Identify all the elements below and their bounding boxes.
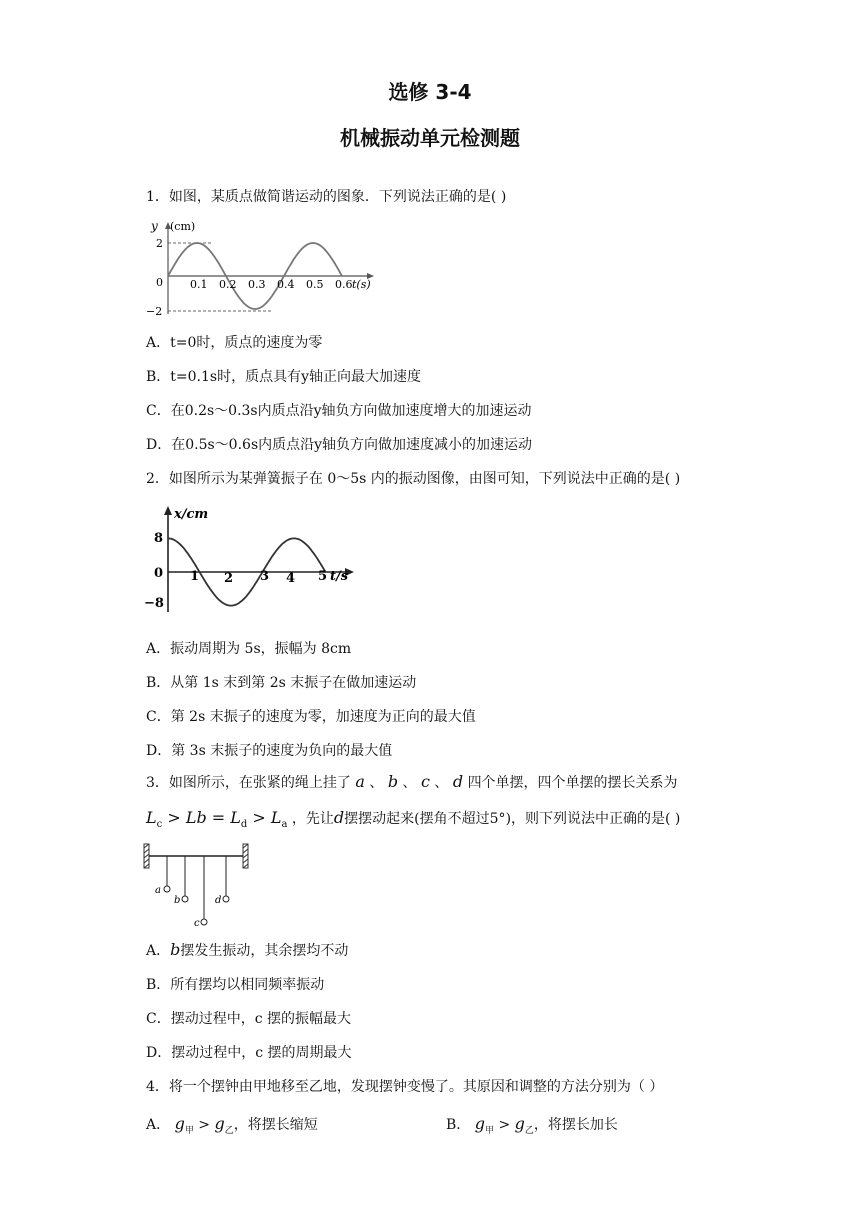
q4-option-a-text: ，将摆长缩短 xyxy=(233,1117,318,1133)
q3-stem-line1 xyxy=(146,772,678,792)
q2-t-axis-label: t/s xyxy=(330,569,349,584)
q1-option-b: B．t=0.1s时，质点具有y轴正向最大加速度 xyxy=(146,369,422,385)
q3-sep-2: 、 xyxy=(402,775,417,791)
q4-option-a-g1: g xyxy=(174,1114,185,1133)
q1-graph xyxy=(142,214,382,320)
q2-option-c: C．第 2s 末振子的速度为零，加速度为正向的最大值 xyxy=(146,709,476,725)
q3-fig-label-b: b xyxy=(174,895,181,906)
q3-option-a-var: b xyxy=(170,940,181,959)
page-title: 选修 3-4 xyxy=(388,80,472,104)
q3-var-c: c xyxy=(420,772,430,791)
q3-option-a-prefix: A． xyxy=(146,943,171,959)
page-subtitle: 机械振动单元检测题 xyxy=(340,126,520,150)
q3-stem-part1: 3．如图所示，在张紧的绳上挂了 xyxy=(146,775,351,791)
q3-rel-Lc: L xyxy=(146,808,157,827)
q1-y-tick-2: 2 xyxy=(156,237,163,250)
q3-var-b: b xyxy=(387,772,399,791)
q3-angle: 5° xyxy=(489,811,506,827)
q2-option-d: D．第 3s 末振子的速度为负向的最大值 xyxy=(146,743,393,759)
q2-stem: 2．如图所示为某弹簧振子在 0～5s 内的振动图像，由图可知，下列说法中正确的是( ) xyxy=(146,471,681,487)
q4-option-a-sub1: 甲 xyxy=(184,1125,194,1136)
q1-t-tick-1: 0.1 xyxy=(190,278,208,291)
q4-option-a xyxy=(146,1114,318,1136)
q2-t-tick-2: 2 xyxy=(224,571,234,586)
q3-rel-La: L xyxy=(270,808,282,827)
q4-option-b-text: ，将摆长加长 xyxy=(533,1117,618,1133)
q3-rel-La-sub: a xyxy=(281,818,288,830)
q4-stem: 4．将一个摆钟由甲地移至乙地，发现摆钟变慢了。其原因和调整的方法分别为（ ） xyxy=(146,1079,664,1095)
q1-y-tick-0: 0 xyxy=(156,276,163,289)
q2-t-tick-3: 3 xyxy=(260,569,270,584)
q3-rel-gt2: > xyxy=(247,808,271,827)
q4-option-a-cmp: > xyxy=(193,1117,215,1133)
q3-var-d: d xyxy=(452,772,464,791)
q2-graph xyxy=(142,500,367,618)
q3-fig-label-c: c xyxy=(194,918,200,929)
q4-option-a-g2: g xyxy=(214,1114,225,1133)
q3-option-a xyxy=(146,940,348,960)
q1-y-unit-label: (cm) xyxy=(170,220,196,233)
q4-option-b-sub1: 甲 xyxy=(485,1125,495,1136)
q1-option-a: A．t=0时，质点的速度为零 xyxy=(146,335,323,351)
q3-stem-part5: )，则下列说法中正确的是( ) xyxy=(505,811,681,827)
q4-option-b-sub2: 乙 xyxy=(524,1125,534,1136)
q3-option-d: D．摆动过程中，c 摆的周期最大 xyxy=(146,1045,352,1061)
q2-t-tick-4: 4 xyxy=(286,571,296,586)
q2-t-tick-1: 1 xyxy=(190,569,200,584)
q3-option-c: C．摆动过程中，c 摆的振幅最大 xyxy=(146,1011,352,1027)
q2-x-axis-label: x/cm xyxy=(174,507,209,522)
q1-t-tick-4: 0.4 xyxy=(277,278,295,291)
q1-y-tick-neg2: −2 xyxy=(146,305,163,318)
q3-stem-part3: ，先让 xyxy=(291,811,334,827)
q1-t-tick-5: 0.5 xyxy=(306,278,324,291)
q3-sep-1: 、 xyxy=(369,775,384,791)
q2-y-tick-8: 8 xyxy=(154,531,164,546)
q3-rel-Lc-sub: c xyxy=(156,818,163,830)
q2-option-b: B．从第 1s 末到第 2s 末振子在做加速运动 xyxy=(146,675,417,691)
q3-rel-Ld-sub: d xyxy=(240,818,248,830)
q4-option-b-g2: g xyxy=(514,1114,525,1133)
q3-var-a: a xyxy=(355,772,365,791)
q4-option-a-sub2: 乙 xyxy=(224,1125,234,1136)
q3-fig-label-a: a xyxy=(155,885,161,896)
q3-var-d-2: d xyxy=(333,808,345,827)
q3-rel-gt1: > Lb = xyxy=(162,808,231,827)
q1-t-tick-2: 0.2 xyxy=(219,278,237,291)
q2-t-tick-5: 5 xyxy=(318,569,328,584)
q4-option-a-label: A． xyxy=(146,1117,171,1133)
q4-option-b xyxy=(446,1114,618,1136)
q3-pendulum-figure xyxy=(142,842,254,930)
q1-t-tick-6: 0.6 xyxy=(335,278,353,291)
q1-option-d: D．在0.5s～0.6s内质点沿y轴负方向做加速度减小的加速运动 xyxy=(146,437,533,453)
q4-option-b-g1: g xyxy=(474,1114,485,1133)
q1-option-c: C．在0.2s～0.3s内质点沿y轴负方向做加速度增大的加速运动 xyxy=(146,403,532,419)
q2-y-tick-neg8: −8 xyxy=(144,596,164,611)
q4-option-b-cmp: > xyxy=(494,1117,515,1133)
q1-y-axis-label: y xyxy=(151,219,158,233)
q3-option-b: B．所有摆均以相同频率振动 xyxy=(146,977,325,993)
q2-option-a: A．振动周期为 5s，振幅为 8cm xyxy=(146,641,352,657)
q3-option-a-text: 摆发生振动，其余摆均不动 xyxy=(180,943,349,959)
q1-t-tick-3: 0.3 xyxy=(248,278,266,291)
q4-option-b-label: B． xyxy=(446,1117,471,1133)
q3-rel-Ld: L xyxy=(230,808,241,827)
q2-y-tick-0: 0 xyxy=(154,566,164,581)
q3-fig-label-d: d xyxy=(215,895,222,906)
q1-t-axis-label: t(s) xyxy=(352,278,371,291)
q3-sep-3: 、 xyxy=(434,775,449,791)
q3-stem-part4: 摆摆动起来(摆角不超过 xyxy=(344,811,490,827)
q3-stem-part2: 四个单摆，四个单摆的摆长关系为 xyxy=(467,775,678,791)
q3-stem-line2 xyxy=(146,808,680,830)
q1-stem: 1．如图，某质点做简谐运动的图象．下列说法正确的是( ) xyxy=(146,189,507,205)
